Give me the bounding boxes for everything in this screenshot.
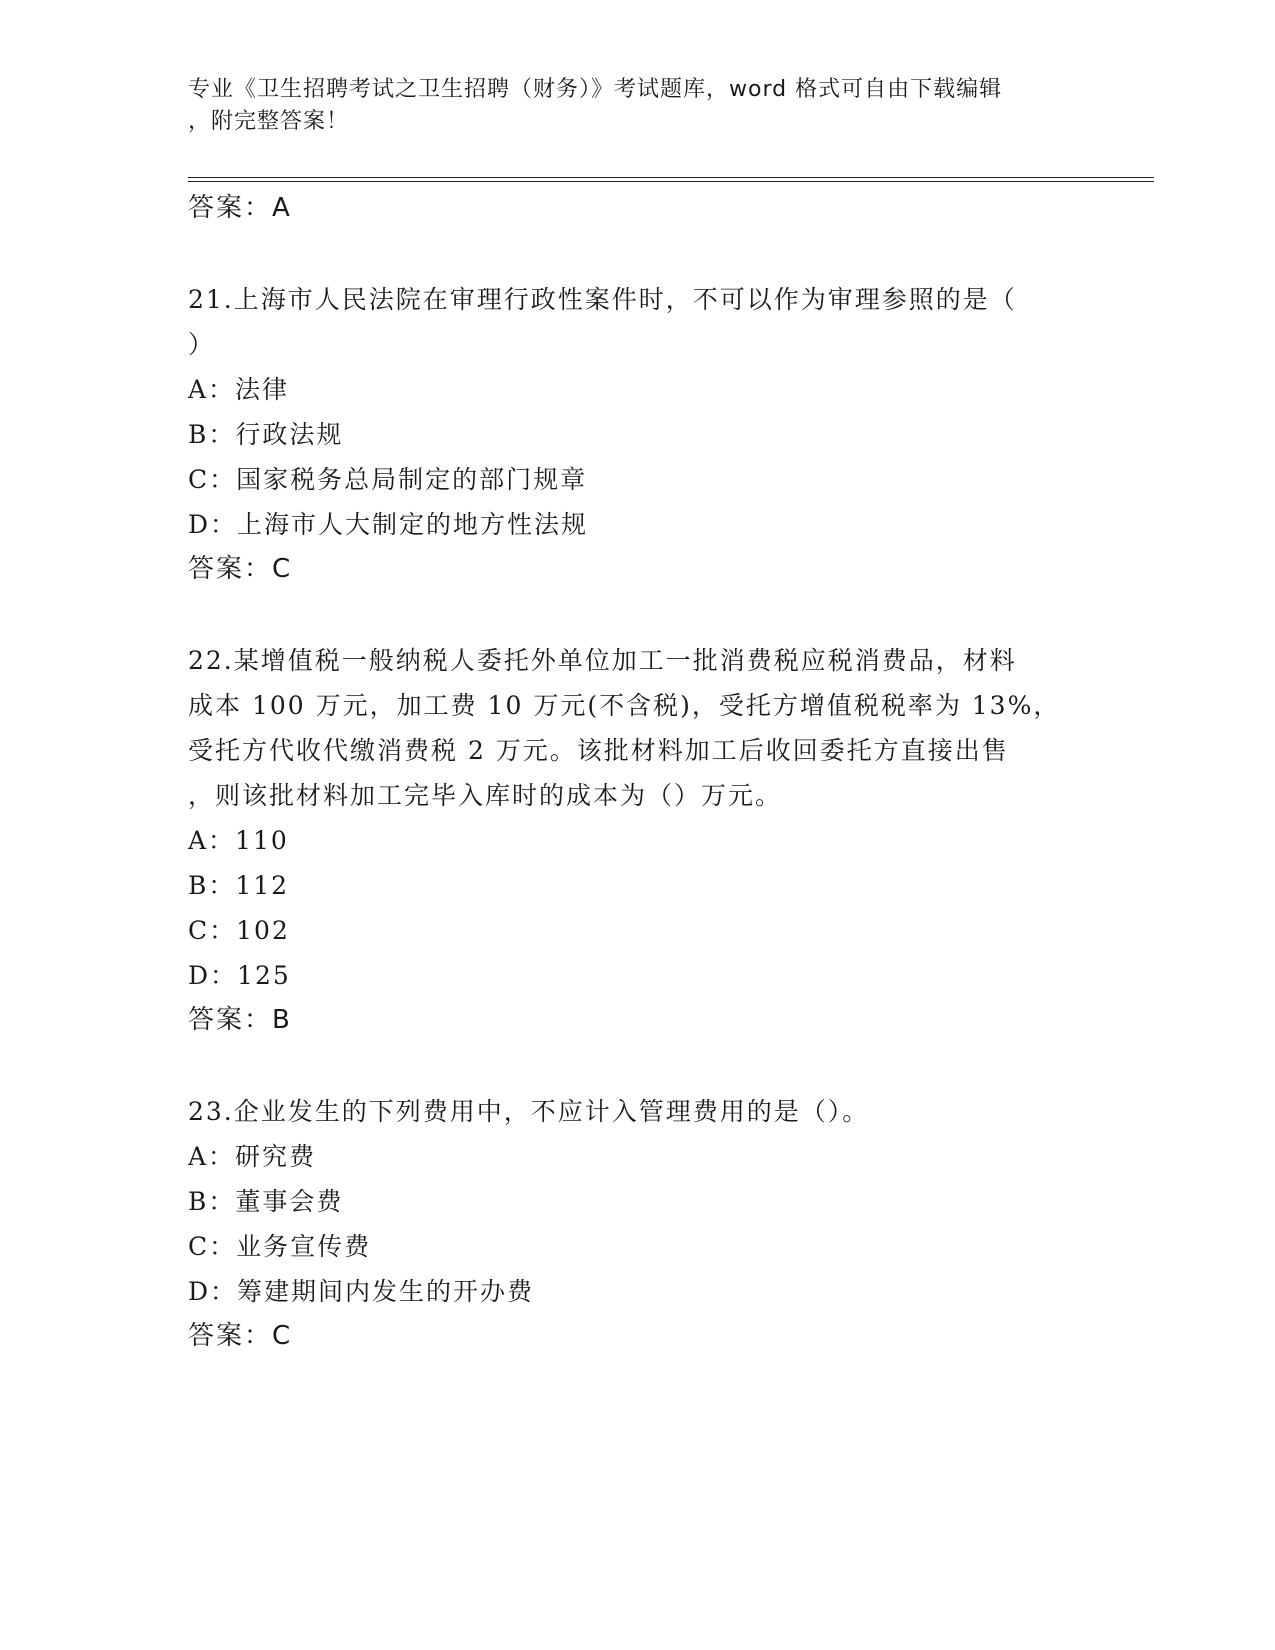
previous-answer: 答案：A xyxy=(188,193,292,223)
question-21 xyxy=(188,277,1088,592)
option-d: D：筹建期间内发生的开办费 xyxy=(188,1277,535,1306)
document-header xyxy=(188,74,1088,138)
question-stem-line: 22.某增值税一般纳税人委托外单位加工一批消费税应税消费品，材料 xyxy=(188,646,1017,675)
option-a: A：研究费 xyxy=(188,1142,317,1171)
header-rule-bottom xyxy=(188,181,1154,182)
header-line-1: 专业《卫生招聘考试之卫生招聘（财务）》考试题库，word 格式可自由下载编辑 xyxy=(188,77,1003,102)
question-stem-line: ，则该批材料加工完毕入库时的成本为（）万元。 xyxy=(188,781,783,810)
option-c: C：业务宣传费 xyxy=(188,1232,372,1261)
question-stem-line: 成本 100 万元，加工费 10 万元(不含税)，受托方增值税税率为 13%， xyxy=(188,691,1061,720)
header-rule-top xyxy=(188,177,1154,178)
option-c: C：国家税务总局制定的部门规章 xyxy=(188,465,588,494)
question-22 xyxy=(188,638,1088,1043)
question-answer: 答案：B xyxy=(188,1005,292,1035)
option-a: A：法律 xyxy=(188,375,290,404)
option-c: C：102 xyxy=(188,916,290,945)
question-stem-line: 23.企业发生的下列费用中，不应计入管理费用的是（）。 xyxy=(188,1097,870,1126)
option-b: B：董事会费 xyxy=(188,1187,344,1216)
question-answer: 答案：C xyxy=(188,554,293,584)
option-a: A：110 xyxy=(188,826,289,855)
question-23 xyxy=(188,1089,1088,1359)
question-stem-line: 受托方代收代缴消费税 2 万元。该批材料加工后收回委托方直接出售 xyxy=(188,736,1009,765)
option-b: B：112 xyxy=(188,871,290,900)
question-stem-line: ） xyxy=(188,330,216,359)
option-d: D：125 xyxy=(188,961,291,990)
question-answer: 答案：C xyxy=(188,1321,293,1351)
option-d: D：上海市人大制定的地方性法规 xyxy=(188,510,589,539)
header-line-2: ，附完整答案！ xyxy=(188,109,350,134)
spacer xyxy=(188,592,1088,638)
spacer xyxy=(188,1043,1088,1089)
spacer xyxy=(188,231,1088,277)
option-b: B：行政法规 xyxy=(188,420,344,449)
question-stem-line: 21.上海市人民法院在审理行政性案件时，不可以作为审理参照的是（ xyxy=(188,285,1017,314)
document-body xyxy=(188,186,1088,1359)
